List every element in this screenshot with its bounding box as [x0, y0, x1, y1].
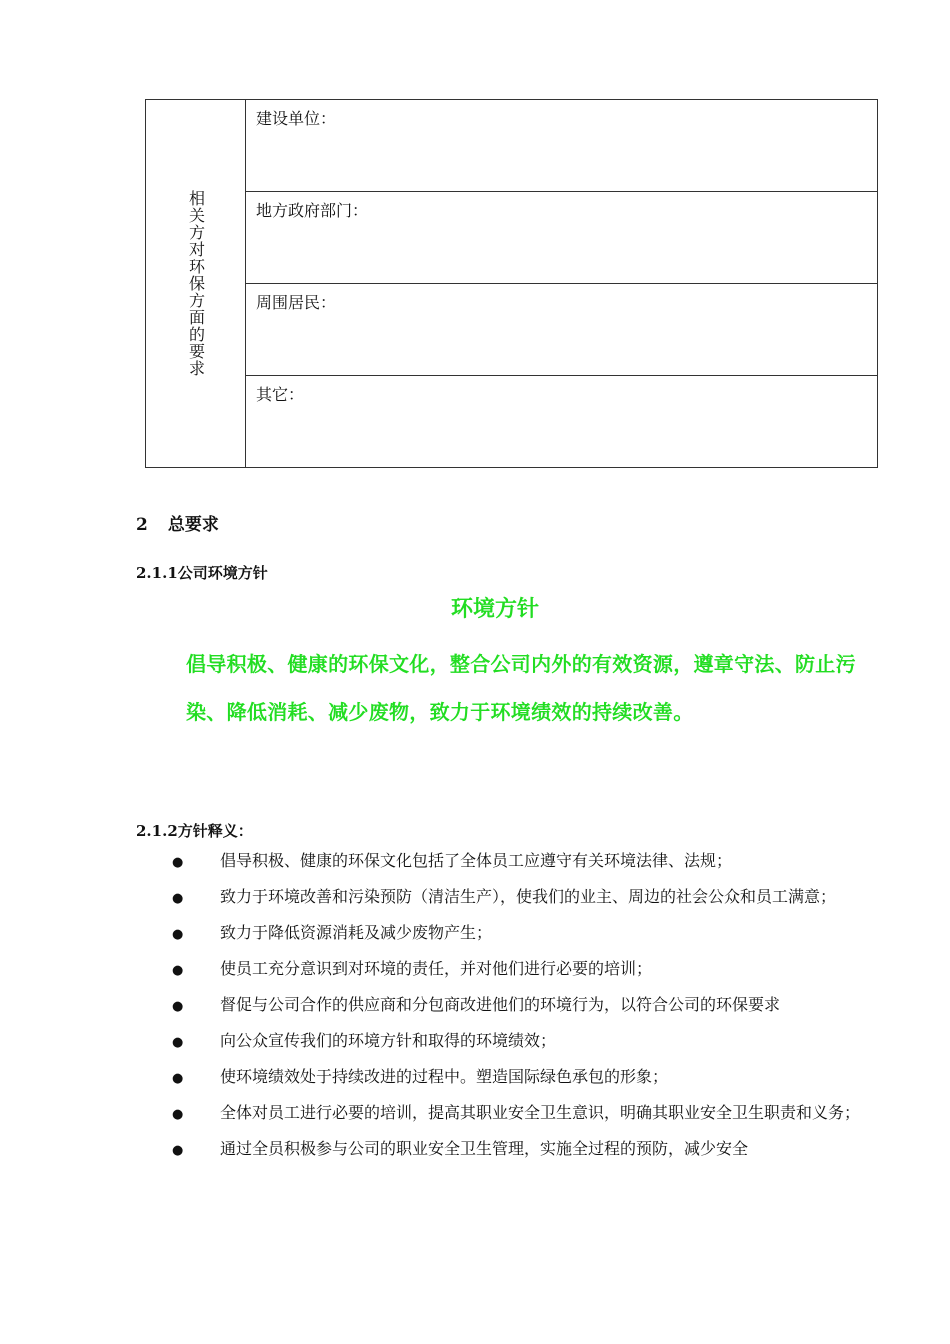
- section-number: 2: [136, 515, 148, 535]
- policy-body: 倡导积极、健康的环保文化，整合公司内外的有效资源，遵章守法、防止污染、降低消耗、减少废物，致力于环境绩效的持续改善。: [186, 652, 856, 724]
- table-vertical-header: [146, 100, 246, 467]
- list-item: [172, 1028, 862, 1056]
- policy-title: 环境方针: [450, 597, 539, 622]
- list-item-text: 通过全员积极参与公司的职业安全卫生管理，实施全过程的预防，减少安全: [220, 1139, 749, 1158]
- requirements-table: [145, 99, 878, 468]
- table-rows: [246, 100, 877, 467]
- list-item: [172, 1100, 862, 1128]
- list-item: [172, 992, 862, 1020]
- list-item-text: 向公众宣传我们的环境方针和取得的环境绩效；: [220, 1031, 557, 1050]
- list-item-text: 致力于环境改善和污染预防（清洁生产），使我们的业主、周边的社会公众和员工满意；: [220, 887, 837, 906]
- table-row: 地方政府部门：: [246, 192, 877, 284]
- bullet-icon: ●: [172, 1143, 184, 1158]
- list-item: [172, 884, 862, 912]
- table-row: 周围居民：: [246, 284, 877, 376]
- list-item: [172, 956, 862, 984]
- bullet-icon: ●: [172, 855, 184, 870]
- list-item-text: 督促与公司合作的供应商和分包商改进他们的环境行为，以符合公司的环保要求: [220, 995, 781, 1014]
- bullet-icon: ●: [172, 1107, 184, 1122]
- list-item: [172, 1064, 862, 1092]
- bullet-icon: ●: [172, 999, 184, 1014]
- section-heading: [136, 510, 219, 535]
- list-item: [172, 1136, 862, 1164]
- table-row: 建设单位：: [246, 100, 877, 192]
- list-item-text: 使环境绩效处于持续改进的过程中。塑造国际绿色承包的形象；: [220, 1067, 669, 1086]
- list-item: [172, 920, 862, 948]
- list-item-text: 倡导积极、健康的环保文化包括了全体员工应遵守有关环境法律、法规；: [220, 851, 733, 870]
- list-item-text: 全体对员工进行必要的培训，提高其职业安全卫生意识，明确其职业安全卫生职责和义务；: [220, 1103, 861, 1122]
- subsection-heading-interpretation: 2.1.2方针释义：: [136, 822, 253, 840]
- list-item-text: 致力于降低资源消耗及减少废物产生；: [220, 923, 493, 942]
- list-item: [172, 848, 862, 876]
- bullet-icon: ●: [172, 927, 184, 942]
- table-row: 其它：: [256, 385, 305, 404]
- bullet-icon: ●: [172, 1035, 184, 1050]
- table-vertical-label: 相关方对环保方面的要求: [186, 190, 206, 377]
- bullet-icon: ●: [172, 1071, 184, 1086]
- interpretation-list: [172, 848, 862, 1172]
- subsection-heading-policy: 2.1.1公司环境方针: [136, 564, 268, 582]
- section-title: 总要求: [167, 515, 219, 535]
- list-item-text: 使员工充分意识到对环境的责任，并对他们进行必要的培训；: [220, 959, 653, 978]
- bullet-icon: ●: [172, 963, 184, 978]
- bullet-icon: ●: [172, 891, 184, 906]
